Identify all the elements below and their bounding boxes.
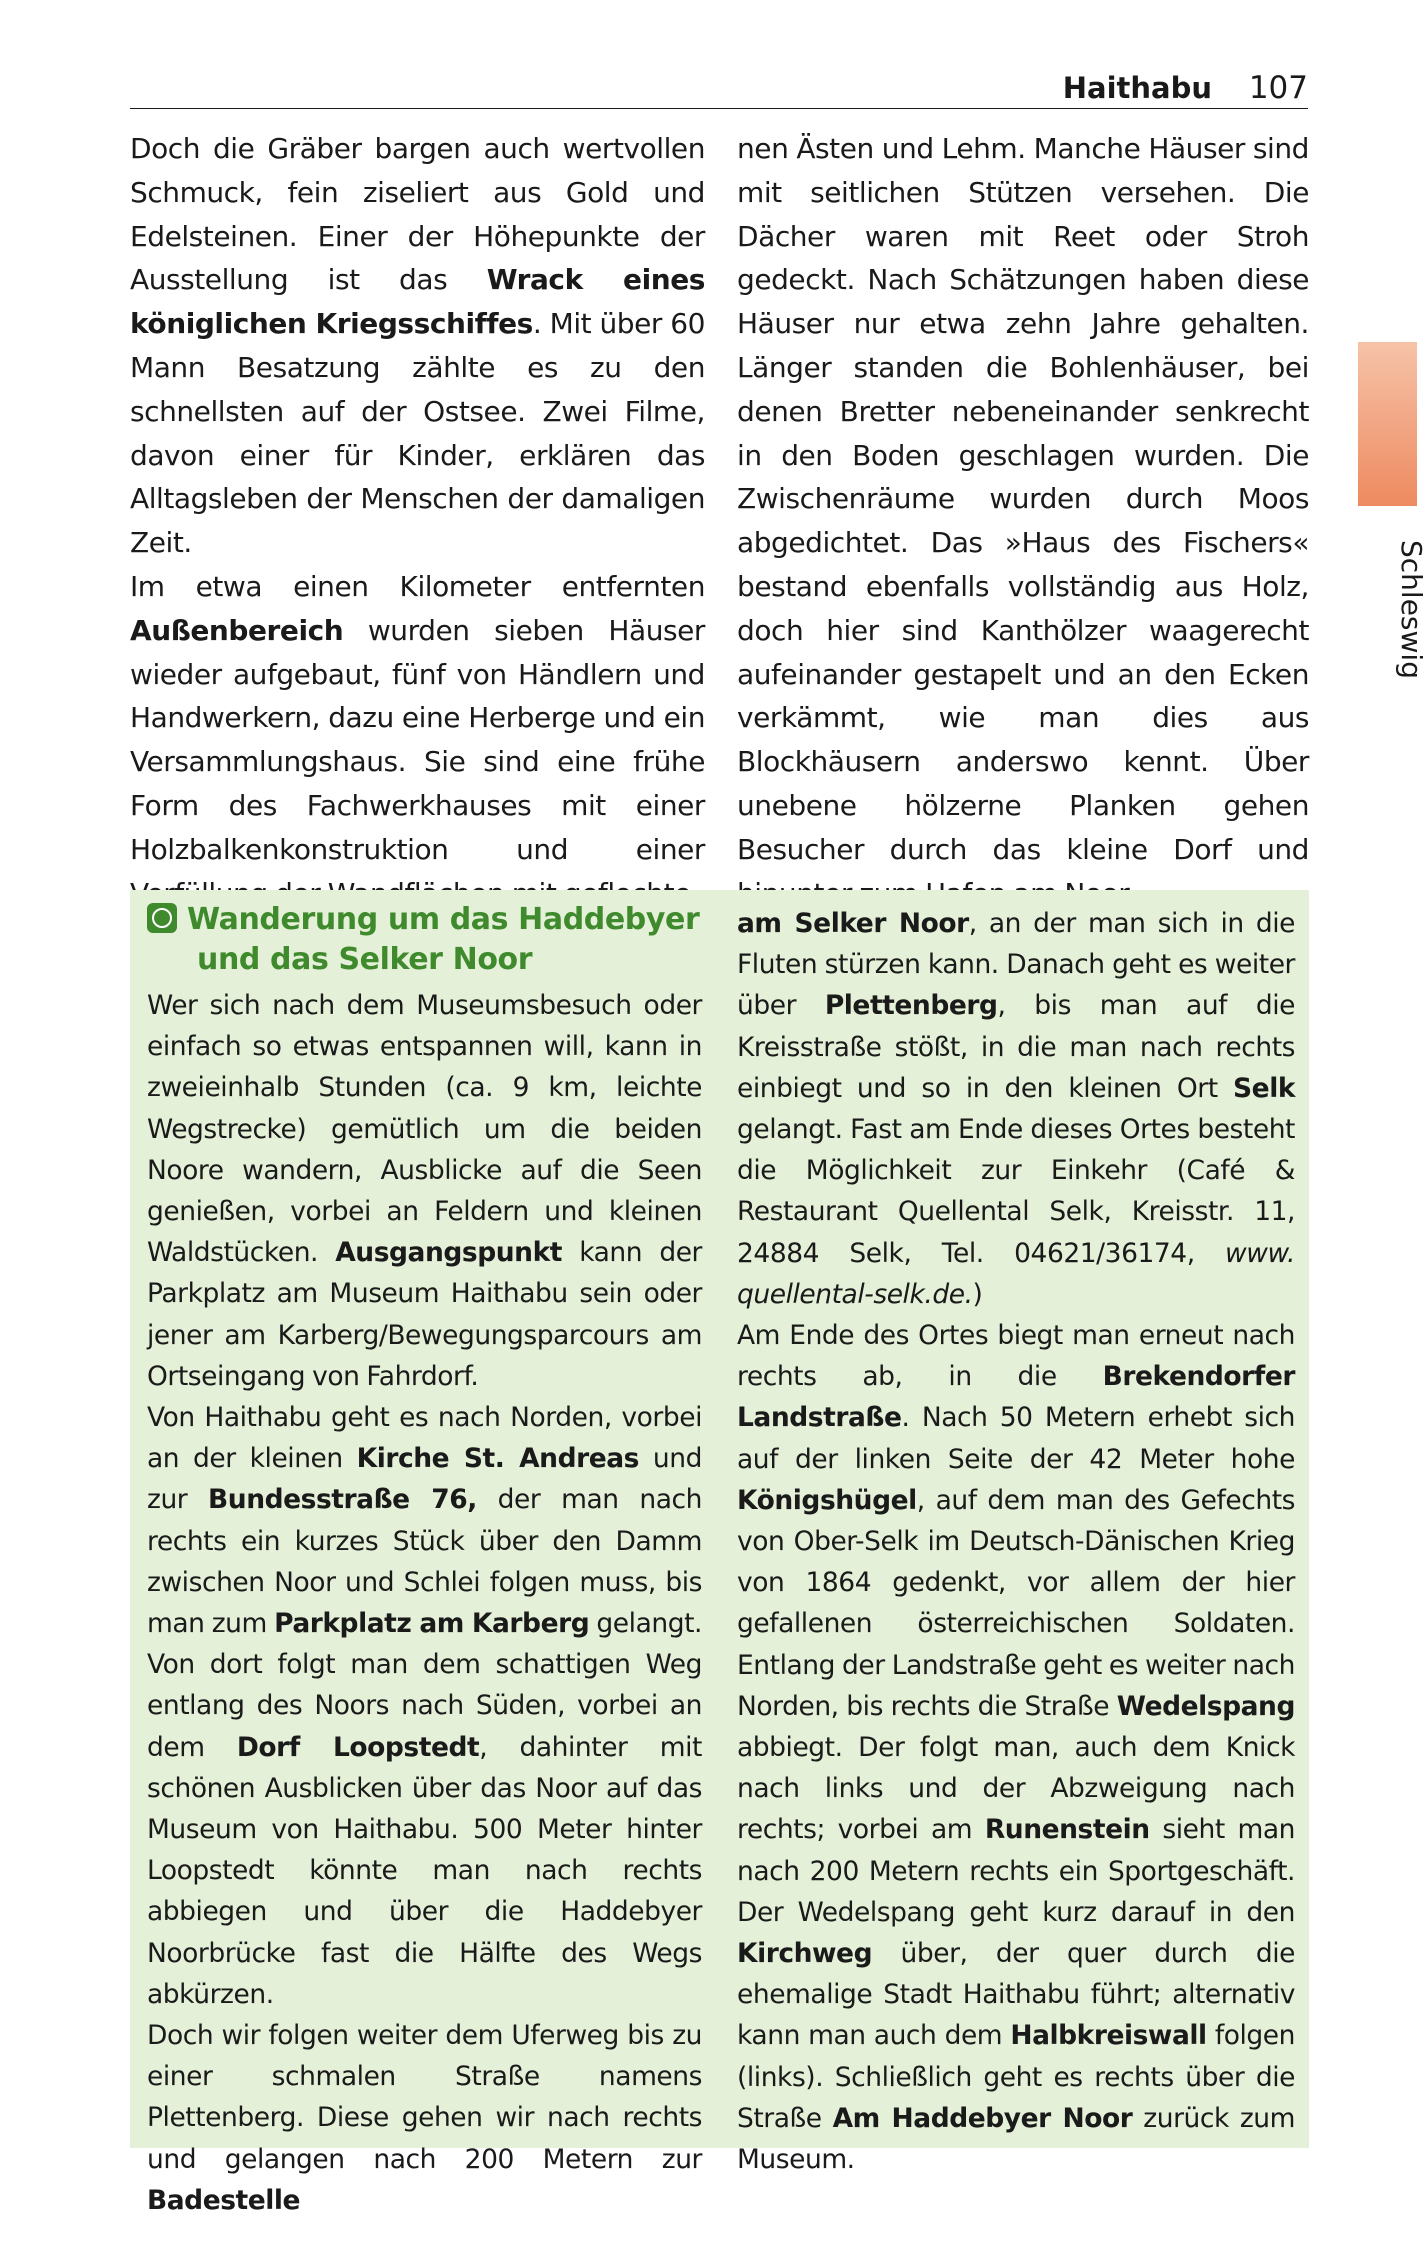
bold-term: Wedelspang [1116, 1690, 1295, 1722]
bold-term: Wrack eines königlichen Kriegsschiffes [130, 263, 705, 341]
bold-term: Kirchweg [737, 1938, 873, 1970]
bold-term: Außenbereich [130, 613, 344, 647]
bold-term: Am Haddebyer Noor [832, 2102, 1133, 2134]
bold-term: Parkplatz am Karberg [274, 1608, 590, 1640]
chapter-tab [1358, 342, 1417, 506]
paragraph: Am Ende des Ortes biegt man erneut nach rechts ab, in die Brekendorfer Landstraße. Nach 50 Metern erhebt sich auf der linken Seite der 42 Meter hohe Königshügel, auf dem man des Gefechts von Ober-Selk im Deutsch-Dänischen Krieg von 1864 gedenkt, vor allem der hier gefallenen österreichischen Soldaten. Entlang der Landstraße geht es weiter nach Norden, bis rechts die Straße Wedelspang abbiegt. Der folgt man, auch dem Knick nach links und der Abzweigung nach rechts; vorbei am Runenstein sieht man nach 200 Metern rechts ein Sportgeschäft. Der Wedelspang geht kurz darauf in den Kirchweg über, der quer durch die ehemalige Stadt Haithabu führt; alternativ kann man auch dem Halbkreiswall folgen (links). Schließlich geht es rechts über die Straße Am Haddebyer Noor zurück zum Museum. [737, 1320, 1296, 2176]
bold-term: Selk [1233, 1072, 1295, 1104]
main-text-left-column [130, 127, 705, 915]
paragraph: Von Haithabu geht es nach Norden, vorbei an der kleinen Kirche St. Andreas und zur Bundesstraße 76, der man nach rechts ein kurzes Stück über den Damm zwischen Noor und Schlei folgen muss, bis man zum Parkplatz am Karberg gelangt. Von dort folgt man dem schattigen Weg entlang des Noors nach Süden, vorbei an dem Dorf Loopstedt, dahinter mit schönen Ausblicken über das Noor auf das Museum von Haithabu. 500 Meter hinter Loopstedt könnte man nach rechts abbiegen und über die Haddebyer Noorbrücke fast die Hälfte des Wegs abkürzen. [147, 1402, 702, 2010]
page-number: 107 [1248, 70, 1308, 106]
bold-term: Brekendorfer Landstraße [737, 1361, 1295, 1434]
bold-term: Bundesstraße 76, [208, 1484, 477, 1516]
chapter-tab-label: Schleswig [1395, 540, 1428, 679]
hiking-icon [147, 903, 177, 933]
paragraph: Doch die Gräber bargen auch wertvollen Schmuck, fein ziseliert aus Gold und Edelsteinen. Einer der Höhepunkte der Ausstellung ist das Wrack eines königlichen Kriegsschiffes. Mit über 60 Mann Besatzung zählte es zu den schnellsten auf der Ostsee. Zwei Filme, davon einer für Kinder, erklären das Alltagsleben der Menschen der damaligen Zeit. [130, 132, 705, 560]
paragraph: am Selker Noor, an der man sich in die Fluten stürzen kann. Danach geht es weiter über Plettenberg, bis man auf die Kreisstraße stößt, in die man nach rechts einbiegt und so in den kleinen Ort Selk gelangt. Fast am Ende dieses Ortes besteht die Möglichkeit zur Einkehr (Café & Restaurant Quellental Selk, Kreisstr. 11, 24884 Selk, Tel. 04621/36174, www. quellental-selk.de.) [737, 908, 1296, 1310]
bold-term: Dorf Loopstedt [236, 1731, 480, 1763]
bold-term: Halbkreiswall [1010, 2020, 1207, 2052]
box-title: Wanderung um das Haddebyer und das Selker Noor [147, 900, 707, 980]
bold-term: Badestelle [147, 2184, 301, 2216]
website-link[interactable]: www. quellental-selk.de. [737, 1237, 1295, 1310]
box-left-column [147, 985, 702, 2221]
box-right-column [737, 903, 1295, 2180]
paragraph: Wer sich nach dem Museumsbesuch oder einfach so etwas entspannen will, kann in zweieinhalb Stunden (ca. 9 km, leichte Wegstrecke) gemütlich um die beiden Noore wandern, Ausblicke auf die Seen genießen, vorbei an Feldern und kleinen Waldstücken. Ausgangspunkt kann der Parkplatz am Museum Haithabu sein oder jener am Karberg/Bewegungsparcours am Ortseingang von Fahrdorf. [147, 990, 702, 1392]
bold-term: Ausgangspunkt [335, 1237, 562, 1269]
bold-term: Königshügel [737, 1484, 917, 1516]
running-header [130, 68, 1308, 109]
bold-term: am Selker Noor [737, 908, 969, 939]
main-text-right-column [737, 127, 1309, 915]
paragraph: Doch wir folgen weiter dem Uferweg bis zu einer schmalen Straße namens Plettenberg. Diese gehen wir nach rechts und gelangen nach 200 Metern zur Badestelle [147, 2020, 702, 2216]
paragraph: nen Ästen und Lehm. Manche Häuser sind mit seitlichen Stützen versehen. Die Dächer waren mit Reet oder Stroh gedeckt. Nach Schätzungen haben diese Häuser nur etwa zehn Jahre gehalten. Länger standen die Bohlenhäuser, bei denen Bretter nebeneinander senkrecht in den Boden geschlagen wurden. Die Zwischenräume wurden durch Moos abgedichtet. Das »Haus des Fischers« bestand ebenfalls vollständig aus Holz, doch hier sind Kanthölzer waagerecht aufeinander gestapelt und an den Ecken verkämmt, wie man dies aus Blockhäusern anderswo kennt. Über unebene hölzerne Planken gehen Besucher durch das kleine Dorf und [737, 132, 1309, 866]
paragraph: Im etwa einen Kilometer entfernten Außenbereich wurden sieben Häuser wieder aufgebaut, fünf von Händlern und Handwerkern, dazu eine Herberge und ein Versammlungshaus. Sie sind eine frühe Form des Fachwerkhauses mit einer Holzbalkenkonstruktion und einer [130, 569, 705, 866]
bold-term: Plettenberg [824, 990, 998, 1022]
bold-term: Kirche St. Andreas [356, 1443, 639, 1475]
bold-term: Runenstein [984, 1814, 1150, 1846]
chapter-title: Haithabu [1062, 71, 1212, 105]
